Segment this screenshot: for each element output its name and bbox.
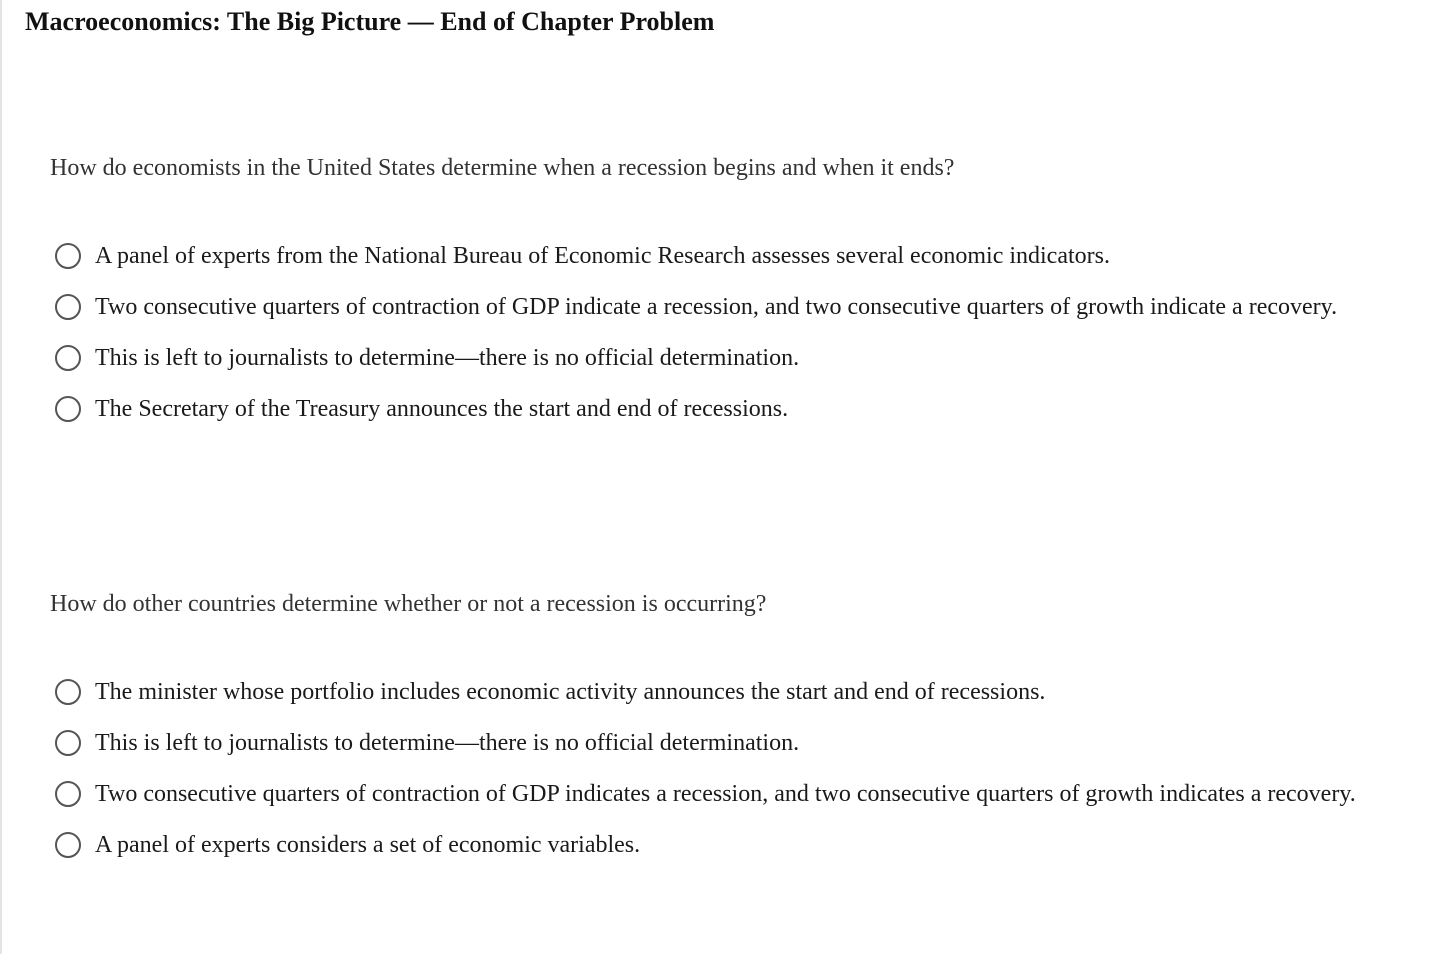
answer-label: Two consecutive quarters of contraction of GDP indicates a recession, and two consecutive quarters of growth indicates a recovery. bbox=[95, 781, 1356, 807]
radio-button[interactable] bbox=[55, 679, 81, 705]
radio-button[interactable] bbox=[55, 243, 81, 269]
radio-button[interactable] bbox=[55, 345, 81, 371]
answer-label: This is left to journalists to determine—there is no official determination. bbox=[95, 345, 800, 371]
radio-button[interactable] bbox=[55, 294, 81, 320]
radio-button[interactable] bbox=[55, 730, 81, 756]
answer-label: The minister whose portfolio includes economic activity announces the start and end of recessions. bbox=[95, 679, 1046, 705]
question-1 bbox=[50, 151, 1400, 441]
answer-option[interactable] bbox=[50, 826, 1400, 865]
answer-label: This is left to journalists to determine—there is no official determination. bbox=[95, 730, 800, 756]
answer-option[interactable] bbox=[50, 390, 1400, 429]
answer-label: A panel of experts from the National Bureau of Economic Research assesses several economic indicators. bbox=[95, 243, 1110, 269]
radio-button[interactable] bbox=[55, 396, 81, 422]
answer-option[interactable] bbox=[50, 775, 1400, 814]
radio-button[interactable] bbox=[55, 832, 81, 858]
question-prompt: How do economists in the United States determine when a recession begins and when it ends? bbox=[50, 155, 955, 181]
answer-option[interactable] bbox=[50, 724, 1400, 763]
answer-label: A panel of experts considers a set of economic variables. bbox=[95, 832, 641, 858]
page-title: Macroeconomics: The Big Picture — End of Chapter Problem bbox=[25, 7, 715, 36]
answer-option[interactable] bbox=[50, 673, 1400, 712]
answer-option[interactable] bbox=[50, 339, 1400, 378]
question-prompt: How do other countries determine whether or not a recession is occurring? bbox=[50, 591, 767, 617]
answer-label: Two consecutive quarters of contraction of GDP indicate a recession, and two consecutive quarters of growth indicate a recovery. bbox=[95, 294, 1338, 320]
left-divider bbox=[0, 0, 2, 954]
question-2 bbox=[50, 587, 1400, 877]
answer-options bbox=[50, 673, 1400, 865]
answer-options bbox=[50, 237, 1400, 429]
answer-option[interactable] bbox=[50, 237, 1400, 276]
radio-button[interactable] bbox=[55, 781, 81, 807]
answer-label: The Secretary of the Treasury announces the start and end of recessions. bbox=[95, 396, 789, 422]
answer-option[interactable] bbox=[50, 288, 1400, 327]
